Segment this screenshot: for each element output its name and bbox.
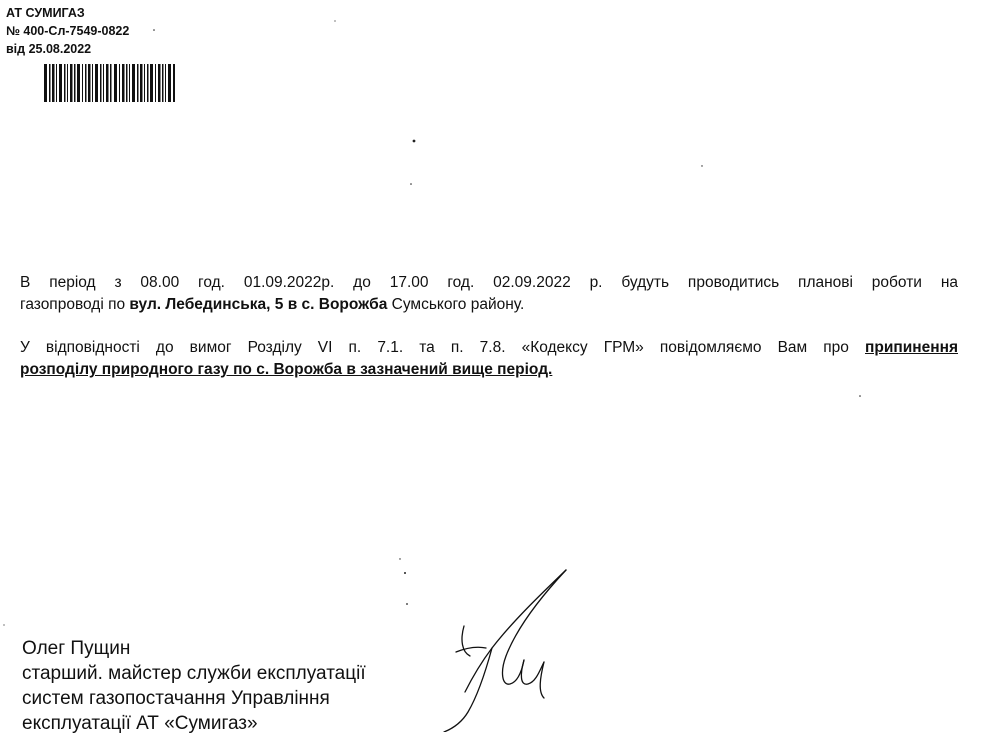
- address-text: вул. Лебединська, 5 в с. Ворожба: [129, 296, 388, 313]
- suspension-line-2: [20, 359, 958, 381]
- handwritten-signature: [420, 560, 580, 732]
- signatory-position-line-3: експлуатації АТ «Сумигаз»: [22, 713, 258, 734]
- signatory-name: Олег Пущин: [22, 638, 131, 659]
- document-number: № 400-Сл-7549-0822: [6, 24, 130, 38]
- notice-paragraph: [20, 272, 958, 316]
- notice-line-2: [20, 294, 958, 316]
- signatory-position-line-1: старший. майстер служби експлуатації: [22, 663, 366, 684]
- notice-text: газопроводі по: [20, 296, 130, 313]
- letter-header: [6, 4, 129, 58]
- notice-line-1: В період з 08.00 год. 01.09.2022р. до 17.00 год. 02.09.2022 р. будуть проводитись планові роботи на: [20, 274, 958, 291]
- signatory-block: [22, 636, 366, 736]
- barcode: [44, 64, 176, 102]
- signatory-position-line-2: систем газопостачання Управління: [22, 688, 330, 709]
- document-date: від 25.08.2022: [6, 42, 92, 56]
- district-text: Сумського району.: [387, 296, 525, 313]
- suspension-paragraph: [20, 337, 958, 381]
- regulation-text: У відповідності до вимог Розділу VI п. 7.1. та п. 7.8. «Кодексу ГРМ» повідомляємо Вам про: [20, 339, 865, 356]
- suspension-line-1: [20, 337, 958, 359]
- suspension-emphasis-1: припинення: [865, 339, 958, 356]
- company-name: АТ СУМИГАЗ: [6, 6, 85, 20]
- suspension-emphasis-2: розподілу природного газу по с. Ворожба в зазначений вище період.: [20, 361, 553, 378]
